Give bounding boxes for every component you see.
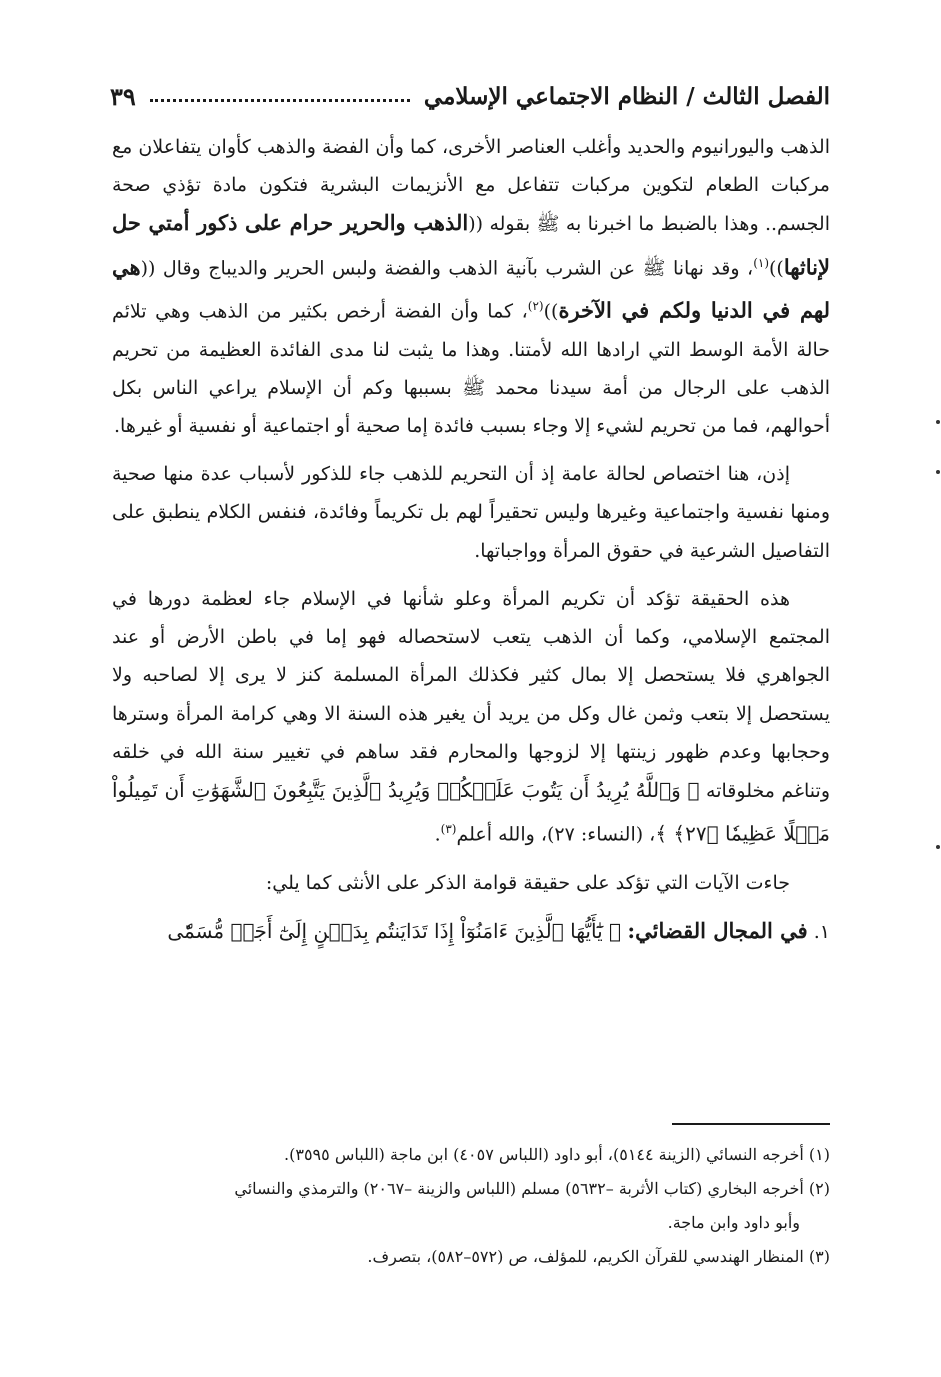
paragraph-4: جاءت الآيات التي تؤكد على حقيقة قوامة الذكر على الأنثى كما يلي: [265,871,790,894]
footnotes [118,1140,830,1276]
quran-verse-1: ﴿ وَٱللَّهُ يُرِيدُ أَن يَتُوبَ عَلَيۡكُمۡ وَيُرِيدُ ٱلَّذِينَ يَتَّبِعُونَ ٱلشَّهَوَٰتِ أَن تَمِيلُواْ مَيۡلًا عَظِيمٗا ﴿٢٧﴾ ﴾ [112,777,830,846]
footnote-separator [672,1123,830,1125]
text-run: )) [769,256,784,279]
paragraph-2: إذن، هنا اختصاص لحالة عامة إذ أن التحريم للذهب جاء للذكور لأسباب عدة منها صحية ومنها نفسية واجتماعية وغيرها وليس تحقيراً لهم بل تكريماً وفائدة، فنفس الكلام ينطبق على التفاصيل الشرعية في حقوق المرأة وواجباتها. [112,463,830,562]
header-dot-leader [150,99,410,102]
page-number: ٣٩ [110,81,136,111]
footnote-1: (١) أخرجه النسائي (الزينة ٥١٤٤)، أبو داود (اللباس ٤٠٥٧) ابن ماجة (اللباس ٣٥٩٥). [284,1145,830,1164]
hadith-quote-2: هي لهم في الدنيا ولكم في الآخرة [112,253,830,323]
text-run: )) [543,300,559,323]
footnote-2: (٢) أخرجه البخاري (كتاب الأثربة –٥٦٣٢) مسلم (اللباس والزينة –٢٠٦٧) والترمذي والنسائي [234,1179,830,1198]
paragraph-3 [112,580,830,854]
list-heading: في المجال القضائي: [627,917,808,943]
text-run: ، (النساء: ٢٧)، والله أعلم [456,823,656,846]
text-run: هذه الحقيقة تؤكد أن تكريم المرأة وعلو شأنها في الإسلام جاء لعظمة دورها في المجتمع الإسلامي، وكما أن الذهب يتعب لاستحصاله فهو إما في باطن الأرض أو عند الجواهري فلا يستحصل إلا بمال كثير فكذلك المرأة المسلمة كنز لا يرى إلا لصاحبه ولا يستحصل إلا بتعب وثمن غال وكل من يريد أن يغير هذه السنة الا وهي كرامة المرأة وسترها وحجابها وعدم ظهور زينتها إلا لزوجها والمحارم فقد ساهم في تغيير سنة الله في خلقه وتناغم مخلوقاته [112,587,830,802]
main-text [112,128,830,951]
list-item-1 [112,912,830,951]
chapter-title: الفصل الثالث / النظام الاجتماعي الإسلامي [423,82,830,110]
footnote-ref-3[interactable]: (٣) [440,822,457,837]
text-run: الذهب واليورانيوم والحديد وأغلب العناصر الأخرى، كما وأن الفضة والذهب كأوان يتفاعلان مع مركبات الطعام لتكوين مركبات تتفاعل مع الأنزيمات البشرية فتكون مادة تؤذي صحة الجسم.. وهذا بالضبط ما اخبرنا به ﷺ بقوله (( [112,136,830,236]
running-header [110,76,830,116]
footnote-ref-2[interactable]: (٢) [527,299,544,314]
footnote-2-continued: وأبو داود وابن ماجة. [667,1213,800,1232]
scan-speck [936,845,940,849]
hadith-quote-1: الذهب والحرير حرام على ذكور أمتي حل لإناثها [112,210,830,279]
quran-verse-2: ﴿ يَٰٓأَيُّهَا ٱلَّذِينَ ءَامَنُوٓاْ إِذَا تَدَايَنتُم بِدَيۡنٍ إِلَىٰٓ أَجَلٖ مُّسَمّٗى [167,918,628,943]
list-number: ١. [807,920,830,943]
text-run: ، كما وأن الفضة أرخص بكثير من الذهب وهي تلائم حالة الأمة الوسط التي ارادها الله لأمتنا. وهذا ما يثبت لنا مدى الفائدة العظيمة من تحريم الذهب على الرجال من أمة سيدنا محمد ﷺ بسببها وكم أن الإسلام يراعي الناس بكل أحوالهم، فما من تحريم لشيء إلا وجاء بسبب فائدة إما صحية أو اجتماعية أو نفسية أو غيرها. [112,300,830,438]
paragraph-1 [112,128,830,445]
footnote-ref-1[interactable]: (١) [753,255,770,270]
text-run: . [434,823,441,846]
footnote-3: (٣) المنظار الهندسي للقرآن الكريم، للمؤلف، ص (٥٧٢–٥٨٢)، بتصرف. [367,1247,830,1266]
text-run: ، وقد نهانا ﷺ عن الشرب بآنية الذهب والفضة ولبس الحرير والديباج وقال (( [140,256,754,279]
scan-speck [936,470,940,474]
scan-speck [936,420,940,424]
